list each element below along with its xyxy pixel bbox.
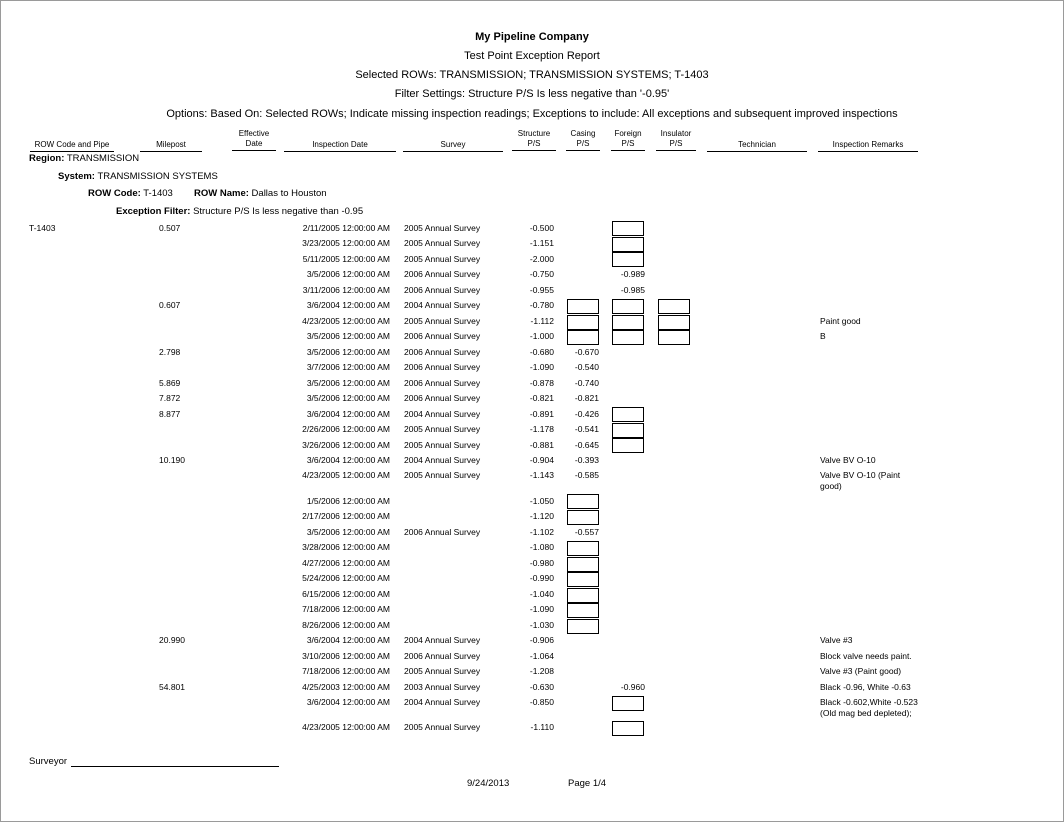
structure-ps-cell: -1.090 [529, 604, 554, 614]
remark-cell: Block valve needs paint. [820, 651, 912, 661]
survey-cell: 2005 Annual Survey [404, 223, 481, 233]
inspection-date-cell: 7/18/2006 12:00:00 AM [302, 666, 390, 676]
missing-reading-box [567, 572, 599, 587]
missing-reading-box [612, 721, 644, 736]
missing-reading-box [658, 315, 690, 330]
missing-reading-box [612, 237, 644, 252]
survey-cell: 2005 Annual Survey [404, 722, 481, 732]
survey-cell: 2005 Annual Survey [404, 470, 481, 480]
milepost-cell: 2.798 [159, 347, 181, 357]
structure-ps-cell: -0.881 [529, 440, 554, 450]
survey-cell: 2005 Annual Survey [404, 440, 481, 450]
remark-cell: Paint good [820, 316, 861, 326]
missing-reading-box [612, 315, 644, 330]
remark-cell: Valve BV O-10 (Paint [820, 470, 901, 480]
milepost-cell: 5.869 [159, 378, 181, 388]
company-title: My Pipeline Company [475, 31, 589, 43]
remark-cell: B [820, 331, 826, 341]
milepost-cell: 0.607 [159, 300, 181, 310]
structure-ps-cell: -1.151 [529, 238, 554, 248]
survey-cell: 2006 Annual Survey [404, 331, 481, 341]
structure-ps-cell: -1.050 [529, 496, 554, 506]
structure-ps-cell: -2.000 [529, 254, 554, 264]
inspection-date-cell: 8/26/2006 12:00:00 AM [302, 620, 390, 630]
structure-ps-cell: -1.090 [529, 362, 554, 372]
remark-cell: (Old mag bed depleted); [820, 708, 912, 718]
inspection-date-cell: 2/17/2006 12:00:00 AM [302, 511, 390, 521]
remark-cell: Valve BV O-10 [820, 455, 876, 465]
structure-ps-cell: -0.780 [529, 300, 554, 310]
remark-cell: Black -0.96, White -0.63 [820, 682, 911, 692]
inspection-date-cell: 3/5/2006 12:00:00 AM [306, 347, 390, 357]
missing-reading-box [612, 407, 644, 422]
structure-ps-cell: -1.000 [529, 331, 554, 341]
col-casing-ps: Casing P/S [566, 129, 600, 151]
structure-ps-cell: -0.990 [529, 573, 554, 583]
structure-ps-cell: -0.878 [529, 378, 554, 388]
inspection-date-cell: 3/5/2006 12:00:00 AM [306, 393, 390, 403]
milepost-cell: 20.990 [159, 635, 185, 645]
survey-cell: 2006 Annual Survey [404, 269, 481, 279]
row-name-group: ROW Name: Dallas to Houston [194, 188, 327, 199]
row-code-group: ROW Code: T-1403 [88, 188, 173, 199]
casing-ps-cell: -0.645 [574, 440, 599, 450]
casing-ps-cell: -0.557 [574, 527, 599, 537]
structure-ps-cell: -1.030 [529, 620, 554, 630]
filter-settings: Filter Settings: Structure P/S Is less negative than '-0.95' [394, 88, 670, 100]
survey-cell: 2003 Annual Survey [404, 682, 481, 692]
inspection-date-cell: 1/5/2006 12:00:00 AM [306, 496, 390, 506]
casing-ps-cell: -0.821 [574, 393, 599, 403]
structure-ps-cell: -1.143 [529, 470, 554, 480]
report-title: Test Point Exception Report [464, 50, 600, 62]
remark-cell: Valve #3 (Paint good) [820, 666, 902, 676]
missing-reading-box [567, 330, 599, 345]
inspection-date-cell: 3/6/2004 12:00:00 AM [306, 697, 390, 707]
missing-reading-box [567, 557, 599, 572]
inspection-date-cell: 3/7/2006 12:00:00 AM [306, 362, 390, 372]
survey-cell: 2005 Annual Survey [404, 254, 481, 264]
inspection-date-cell: 3/28/2006 12:00:00 AM [302, 542, 390, 552]
missing-reading-box [567, 603, 599, 618]
system-group: System: TRANSMISSION SYSTEMS [58, 171, 218, 182]
missing-reading-box [658, 330, 690, 345]
survey-cell: 2006 Annual Survey [404, 362, 481, 372]
inspection-date-cell: 2/26/2006 12:00:00 AM [302, 424, 390, 434]
structure-ps-cell: -1.112 [530, 316, 554, 326]
structure-ps-cell: -1.080 [529, 542, 554, 552]
inspection-date-cell: 4/23/2005 12:00:00 AM [302, 722, 390, 732]
inspection-date-cell: 3/5/2006 12:00:00 AM [306, 331, 390, 341]
missing-reading-box [612, 696, 644, 711]
row-code-cell: T-1403 [29, 223, 56, 233]
structure-ps-cell: -1.178 [529, 424, 554, 434]
inspection-date-cell: 5/24/2006 12:00:00 AM [302, 573, 390, 583]
structure-ps-cell: -0.891 [529, 409, 554, 419]
survey-cell: 2005 Annual Survey [404, 316, 481, 326]
survey-cell: 2005 Annual Survey [404, 424, 481, 434]
inspection-date-cell: 3/23/2005 12:00:00 AM [302, 238, 390, 248]
structure-ps-cell: -0.980 [529, 558, 554, 568]
missing-reading-box [567, 510, 599, 525]
structure-ps-cell: -0.821 [529, 393, 554, 403]
casing-ps-cell: -0.540 [574, 362, 599, 372]
col-foreign-ps: Foreign P/S [611, 129, 645, 151]
inspection-date-cell: 4/23/2005 12:00:00 AM [302, 470, 390, 480]
col-survey: Survey [403, 140, 503, 152]
col-inspection-date: Inspection Date [284, 140, 396, 152]
missing-reading-box [567, 588, 599, 603]
inspection-date-cell: 3/5/2006 12:00:00 AM [306, 269, 390, 279]
inspection-date-cell: 3/11/2006 12:00:00 AM [302, 285, 390, 295]
structure-ps-cell: -1.040 [529, 589, 554, 599]
survey-cell: 2004 Annual Survey [404, 409, 481, 419]
inspection-date-cell: 3/6/2004 12:00:00 AM [306, 455, 390, 465]
foreign-ps-cell: -0.985 [620, 285, 645, 295]
structure-ps-cell: -0.906 [529, 635, 554, 645]
casing-ps-cell: -0.393 [574, 455, 599, 465]
survey-cell: 2004 Annual Survey [404, 697, 481, 707]
milepost-cell: 7.872 [159, 393, 181, 403]
missing-reading-box [612, 330, 644, 345]
surveyor-label: Surveyor [29, 756, 68, 767]
page-number: Page 1/4 [568, 778, 607, 789]
report-options: Options: Based On: Selected ROWs; Indicate missing inspection readings; Exceptions to include: All exceptions and subsequent improved inspections [166, 108, 898, 120]
missing-reading-box [567, 299, 599, 314]
inspection-date-cell: 4/25/2003 12:00:00 AM [302, 682, 390, 692]
milepost-cell: 54.801 [159, 682, 185, 692]
milepost-cell: 0.507 [159, 223, 181, 233]
inspection-date-cell: 3/6/2004 12:00:00 AM [306, 635, 390, 645]
survey-cell: 2006 Annual Survey [404, 285, 481, 295]
missing-reading-box [567, 315, 599, 330]
casing-ps-cell: -0.426 [574, 409, 599, 419]
inspection-date-cell: 3/10/2006 12:00:00 AM [302, 651, 390, 661]
inspection-date-cell: 3/5/2006 12:00:00 AM [306, 527, 390, 537]
missing-reading-box [567, 619, 599, 634]
missing-reading-box [612, 221, 644, 236]
inspection-date-cell: 3/26/2006 12:00:00 AM [302, 440, 390, 450]
missing-reading-box [612, 299, 644, 314]
survey-cell: 2006 Annual Survey [404, 393, 481, 403]
inspection-date-cell: 5/11/2005 12:00:00 AM [302, 254, 390, 264]
region-group: Region: TRANSMISSION [29, 153, 140, 164]
inspection-date-cell: 4/23/2005 12:00:00 AM [302, 316, 390, 326]
structure-ps-cell: -0.680 [529, 347, 554, 357]
inspection-date-cell: 7/18/2006 12:00:00 AM [302, 604, 390, 614]
col-insulator-ps: Insulator P/S [656, 129, 696, 151]
col-structure-ps: Structure P/S [512, 129, 556, 151]
col-technician: Technician [707, 140, 807, 152]
inspection-date-cell: 3/6/2004 12:00:00 AM [306, 409, 390, 419]
survey-cell: 2005 Annual Survey [404, 666, 481, 676]
casing-ps-cell: -0.740 [574, 378, 599, 388]
survey-cell: 2006 Annual Survey [404, 378, 481, 388]
exception-filter: Exception Filter: Structure P/S Is less negative than -0.95 [116, 206, 364, 217]
col-remarks: Inspection Remarks [818, 140, 918, 152]
missing-reading-box [612, 252, 644, 267]
missing-reading-box [612, 438, 644, 453]
inspection-date-cell: 4/27/2006 12:00:00 AM [302, 558, 390, 568]
structure-ps-cell: -1.110 [530, 722, 554, 732]
structure-ps-cell: -0.630 [529, 682, 554, 692]
remark-cell: Valve #3 [820, 635, 853, 645]
missing-reading-box [567, 494, 599, 509]
survey-cell: 2006 Annual Survey [404, 527, 481, 537]
foreign-ps-cell: -0.960 [620, 682, 645, 692]
inspection-date-cell: 6/15/2006 12:00:00 AM [302, 589, 390, 599]
structure-ps-cell: -1.120 [529, 511, 554, 521]
milepost-cell: 10.190 [159, 455, 185, 465]
casing-ps-cell: -0.670 [574, 347, 599, 357]
structure-ps-cell: -0.500 [529, 223, 554, 233]
col-milepost: Milepost [140, 140, 202, 152]
survey-cell: 2004 Annual Survey [404, 455, 481, 465]
survey-cell: 2006 Annual Survey [404, 651, 481, 661]
milepost-cell: 8.877 [159, 409, 181, 419]
survey-cell: 2004 Annual Survey [404, 635, 481, 645]
inspection-date-cell: 3/6/2004 12:00:00 AM [306, 300, 390, 310]
structure-ps-cell: -1.102 [529, 527, 554, 537]
casing-ps-cell: -0.541 [574, 424, 599, 434]
structure-ps-cell: -0.904 [529, 455, 554, 465]
col-row-code: ROW Code and Pipe [30, 140, 114, 152]
col-effective-date: Effective Date [232, 129, 276, 151]
missing-reading-box [612, 423, 644, 438]
structure-ps-cell: -0.750 [529, 269, 554, 279]
inspection-date-cell: 2/11/2005 12:00:00 AM [302, 223, 390, 233]
surveyor-signature-line [71, 766, 279, 767]
missing-reading-box [658, 299, 690, 314]
missing-reading-box [567, 541, 599, 556]
remark-cell: Black -0.602,White -0.523 [820, 697, 918, 707]
foreign-ps-cell: -0.989 [620, 269, 645, 279]
survey-cell: 2006 Annual Survey [404, 347, 481, 357]
survey-cell: 2004 Annual Survey [404, 300, 481, 310]
structure-ps-cell: -0.955 [529, 285, 554, 295]
survey-cell: 2005 Annual Survey [404, 238, 481, 248]
selected-rows: Selected ROWs: TRANSMISSION; TRANSMISSION SYSTEMS; T-1403 [355, 69, 709, 81]
structure-ps-cell: -1.208 [529, 666, 554, 676]
structure-ps-cell: -1.064 [529, 651, 554, 661]
inspection-date-cell: 3/5/2006 12:00:00 AM [306, 378, 390, 388]
structure-ps-cell: -0.850 [529, 697, 554, 707]
report-date: 9/24/2013 [467, 778, 510, 789]
remark-cell: good) [820, 481, 842, 491]
casing-ps-cell: -0.585 [574, 470, 599, 480]
